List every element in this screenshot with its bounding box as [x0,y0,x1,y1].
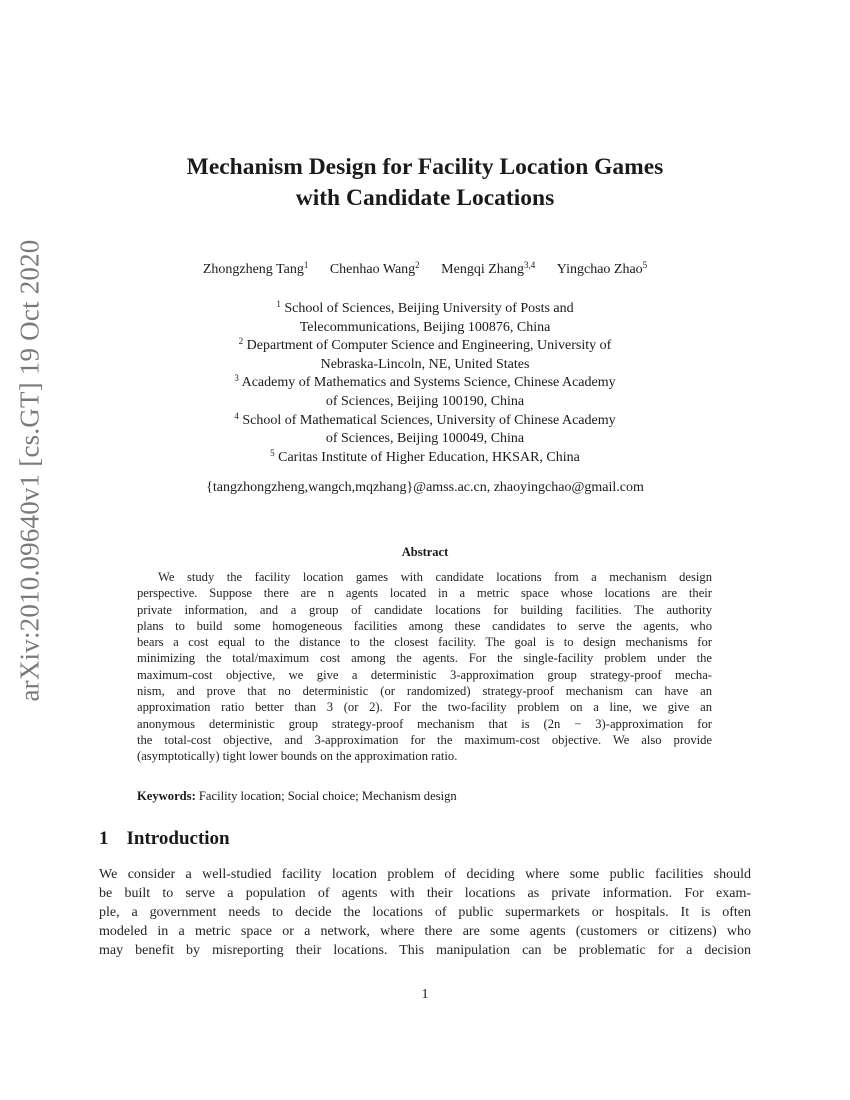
intro-line: be built to serve a population of agents with their locations as private information. For exam- [99,886,751,901]
affil-line: School of Mathematical Sciences, University of Chinese Academy [242,412,616,428]
affiliation [100,337,750,356]
section-heading [99,828,230,850]
affiliation [100,374,750,393]
affil-line: Academy of Mathematics and Systems Science, Chinese Academy [241,375,616,391]
title-line-1: Mechanism Design for Facility Location Games [186,154,664,180]
abstract-line: plans to build some homogeneous facilities among these candidates to serve the agents, who [137,618,712,633]
author [557,262,647,277]
affil-line: Department of Computer Science and Engineering, University of [246,338,612,354]
introduction-body [99,865,751,960]
affiliation [100,300,750,319]
affil-line: Caritas Institute of Higher Education, HKSAR, China [278,449,580,465]
author-name: Zhongzheng Tang [202,262,304,277]
affil-number: 5 [270,447,275,458]
affil-number: 1 [276,299,281,309]
affil-number: 4 [234,410,239,421]
affil-number: 2 [238,336,244,347]
intro-line: We consider a well-studied facility location problem of deciding where some public facilities should [99,867,751,882]
paper-title [100,152,750,214]
author-list [100,262,750,278]
author-emails: {tangzhongzheng,wangch,mqzhang}@amss.ac.cn, zhaoyingchao@gmail.com [206,480,644,495]
author-affil-mark: 5 [642,260,648,270]
affiliation-cont: of Sciences, Beijing 100190, China [325,393,525,409]
affil-line: School of Sciences, Beijing University of Posts and [284,301,574,316]
keywords-value: Facility location; Social choice; Mechanism design [198,789,457,803]
arxiv-stamp [10,238,50,702]
affiliation-list [100,300,750,467]
arxiv-stamp-text: arXiv:2010.09640v1 [cs.GT] 19 Oct 2020 [14,238,45,702]
abstract-body [137,569,712,765]
abstract-heading: Abstract [401,545,449,559]
abstract-line: perspective. Suppose there are n agents located in a metric space whose locations are their [137,586,712,601]
abstract-line: private information, and a group of candidate locations for building facilities. The authority [137,602,712,617]
affiliation-cont: Telecommunications, Beijing 100876, China [299,319,551,335]
affiliation-cont: Nebraska-Lincoln, NE, United States [320,356,530,372]
author [441,262,535,277]
intro-line: ple, a government needs to decide the locations of public supermarkets or hospitals. It is often [99,905,751,920]
section-title: Introduction [126,828,230,849]
affiliation [100,412,750,431]
intro-line: modeled in a metric space or a network, where there are some agents (customers or citizens) who [99,924,751,939]
abstract-line: approximation ratio better than 3 (or 2). For the two-facility problem on a line, we give an [137,700,712,715]
author-affil-mark: 3,4 [524,260,536,270]
author [330,262,420,277]
keywords [137,789,712,804]
section-number: 1 [99,828,109,849]
intro-line: may benefit by misreporting their locations. This manipulation can be problematic for a decision [99,943,751,958]
author-name: Yingchao Zhao [556,262,643,277]
abstract-line: minimizing the total/maximum cost among the agents. For the single-facility problem under the [137,651,712,666]
page-number: 1 [421,987,429,1002]
abstract-line: the total-cost objective, and 3-approximation for the maximum-cost objective. We also provide [137,732,712,747]
abstract-line: anonymous deterministic group strategy-proof mechanism that is (2n − 3)-approximation for [137,716,712,731]
author-name: Chenhao Wang [329,262,416,277]
abstract-line: nism, and prove that no deterministic (or randomized) strategy-proof mechanism can have an [137,684,712,699]
affiliation-cont: of Sciences, Beijing 100049, China [325,431,525,447]
author-name: Mengqi Zhang [441,262,524,277]
author [203,262,309,277]
abstract-line: We study the facility location games with candidate locations from a mechanism design [158,570,712,584]
author-affil-mark: 1 [303,260,309,270]
affiliation [100,449,750,468]
title-line-2: with Candidate Locations [295,185,555,211]
affil-number: 3 [234,373,239,384]
keywords-label: Keywords: [137,789,196,803]
abstract-line: (asymptotically) tight lower bounds on the approximation ratio. [137,749,458,764]
abstract-line: bears a cost equal to the distance to the closest facility. The goal is to design mechanisms for [137,635,712,650]
abstract-line: maximum-cost objective, we give a deterministic 3-approximation group strategy-proof mecha- [137,667,712,682]
author-affil-mark: 2 [415,260,420,270]
